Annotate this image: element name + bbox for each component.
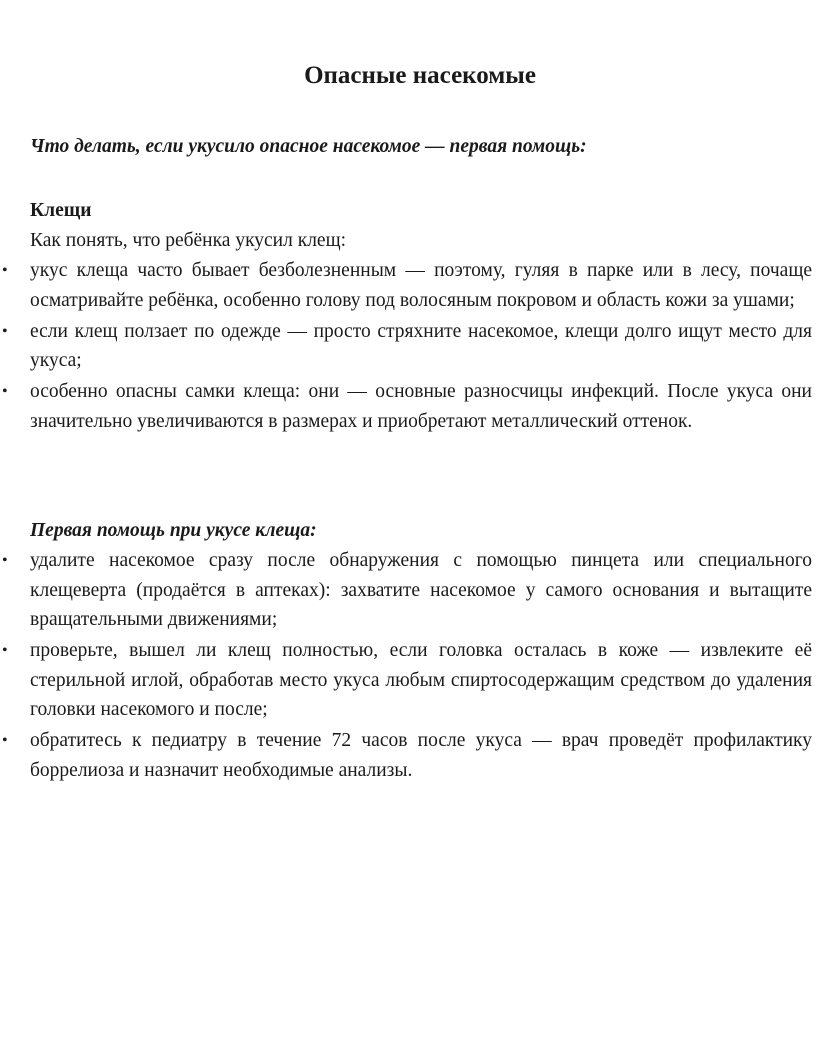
list-item	[2, 726, 812, 785]
document-title: Опасные насекомые	[304, 62, 536, 89]
list-item	[2, 317, 812, 376]
bullet-icon: •	[2, 642, 8, 659]
list-item-text: обратитесь к педиатру в течение 72 часов после укуса — врач проведёт профилактику боррелиоза и назначит необходимые анализы.	[30, 730, 812, 781]
bullet-icon: •	[2, 383, 8, 400]
first-aid-heading: Первая помощь при укусе клеща:	[30, 520, 317, 541]
list-item-text: укус клеща часто бывает безболезненным — поэтому, гуляя в парке или в лесу, почаще осматривайте ребёнка, особенно голову под волосяным покровом и область кожи за ушами;	[30, 260, 812, 311]
bullet-icon: •	[2, 552, 8, 569]
first-aid-section	[2, 516, 812, 787]
list-item-text: удалите насекомое сразу после обнаружения с помощью пинцета или специального клещеверта (продаётся в аптеках): захватите насекомое у самого основания и вытащите вращательными движениями;	[30, 550, 812, 630]
list-item	[2, 377, 812, 436]
bullet-icon: •	[2, 732, 8, 749]
list-item-text: если клещ ползает по одежде — просто стряхните насекомое, клещи долго ищут место для укуса;	[30, 320, 812, 371]
list-item-text: проверьте, вышел ли клещ полностью, если головка осталась в коже — извлеките её стерильной иглой, обработав место укуса любым спиртосодержащим средством до удаления головки насекомого и после;	[30, 640, 812, 720]
first-aid-list	[2, 546, 812, 785]
bullet-icon: •	[2, 322, 8, 340]
bullet-icon: •	[2, 262, 8, 279]
ticks-heading: Клещи	[30, 200, 92, 221]
list-item-text: особенно опасны самки клеща: они — основные разносчицы инфекций. После укуса они значительно увеличиваются в размерах и приобретают металлический оттенок.	[30, 381, 812, 432]
ticks-intro: Как понять, что ребёнка укусил клещ:	[30, 230, 347, 251]
list-item	[2, 546, 812, 635]
document-subtitle: Что делать, если укусило опасное насекомое — первая помощь:	[30, 136, 587, 157]
list-item	[2, 256, 812, 315]
ticks-list	[2, 256, 812, 436]
list-item	[2, 636, 812, 725]
ticks-section	[2, 196, 812, 438]
